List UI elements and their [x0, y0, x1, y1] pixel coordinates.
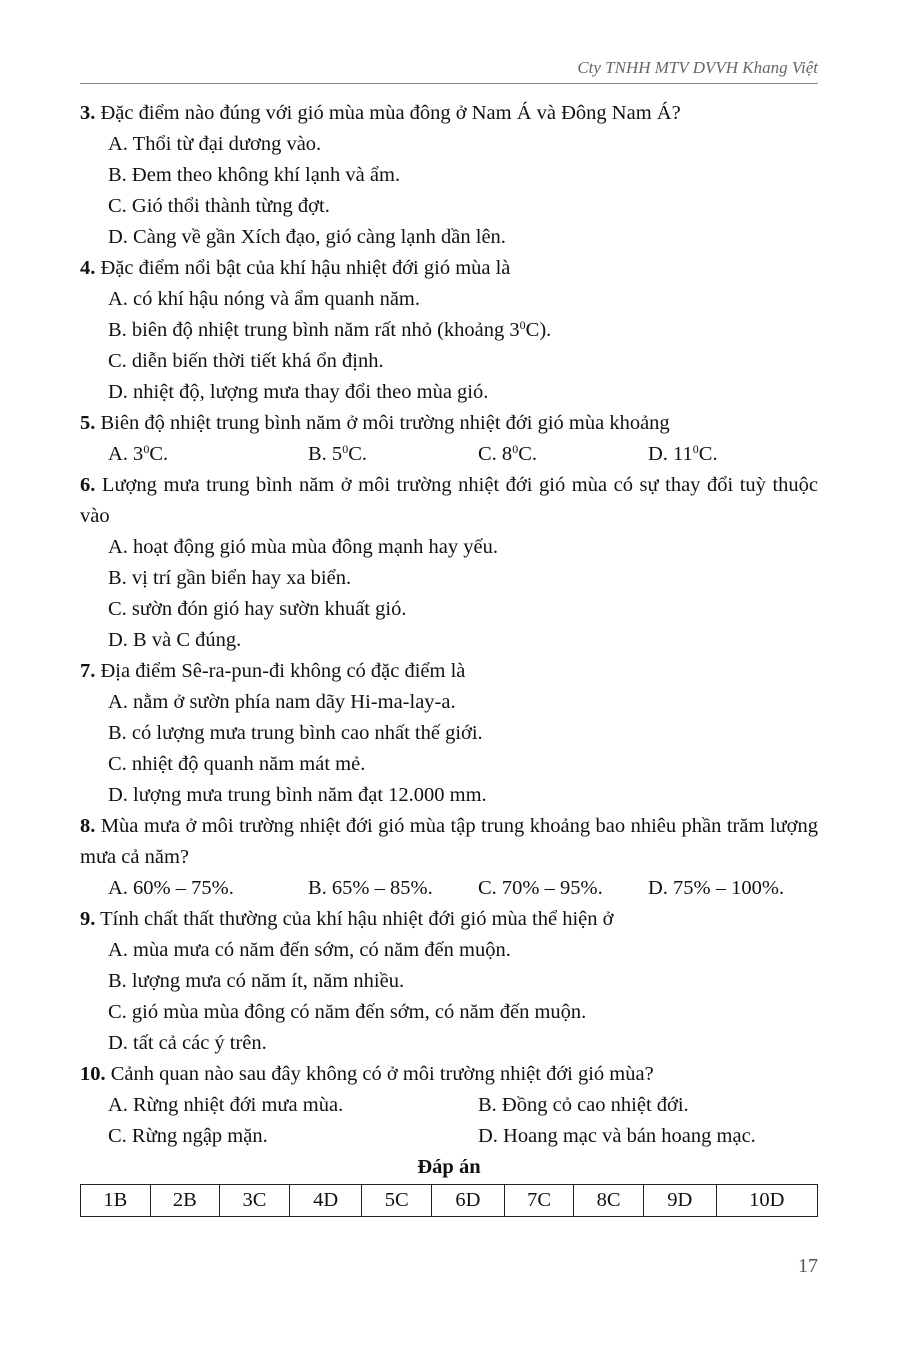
answer-cell: 5C: [362, 1185, 432, 1217]
option-b: B. vị trí gần biển hay xa biển.: [108, 567, 352, 589]
question-text: Biên độ nhiệt trung bình năm ở môi trường nhiệt đới gió mùa khoảng: [100, 412, 670, 434]
question-number: 6.: [80, 474, 96, 496]
answer-cell: 3C: [220, 1185, 290, 1217]
question-6: [80, 470, 818, 656]
answer-key-table: [80, 1184, 818, 1217]
question-number: 7.: [80, 660, 96, 682]
question-number: 5.: [80, 412, 96, 434]
question-number: 3.: [80, 102, 96, 124]
option-d: D. lượng mưa trung bình năm đạt 12.000 mm.: [108, 784, 487, 806]
question-number: 4.: [80, 257, 96, 279]
option-a: A. nằm ở sườn phía nam dãy Hi-ma-lay-a.: [108, 691, 456, 713]
option-a: A. Thổi từ đại dương vào.: [108, 133, 322, 155]
question-text: Cảnh quan nào sau đây không có ở môi trường nhiệt đới gió mùa?: [110, 1063, 654, 1085]
running-header: Cty TNHH MTV DVVH Khang Việt: [577, 58, 818, 77]
option-b: B. lượng mưa có năm ít, năm nhiều.: [108, 970, 405, 992]
option-d: D. Càng về gần Xích đạo, gió càng lạnh dần lên.: [108, 226, 506, 248]
question-text: Lượng mưa trung bình năm ở môi trường nhiệt đới gió mùa có sự thay đổi tuỳ thuộc vào: [80, 474, 818, 527]
question-4: [80, 253, 818, 408]
answer-cell: 8C: [574, 1185, 644, 1217]
option-b: B. $5^0C$.: [308, 442, 367, 465]
option-c: C. nhiệt độ quanh năm mát mẻ.: [108, 753, 366, 775]
option-d: D. nhiệt độ, lượng mưa thay đổi theo mùa gió.: [108, 381, 489, 403]
answer-key-title: Đáp án: [417, 1156, 481, 1178]
question-10: [80, 1059, 818, 1152]
answer-cell: 2B: [150, 1185, 220, 1217]
question-text: Đặc điểm nổi bật của khí hậu nhiệt đới gió mùa là: [100, 257, 511, 279]
option-a: A. hoạt động gió mùa mùa đông mạnh hay yếu.: [108, 536, 499, 558]
option-d: D. B và C đúng.: [108, 629, 242, 651]
answer-cell: 7C: [504, 1185, 574, 1217]
option-d: D. tất cả các ý trên.: [108, 1032, 267, 1054]
option-a: A. mùa mưa có năm đến sớm, có năm đến muộn.: [108, 939, 511, 961]
answer-cell: 9D: [643, 1185, 716, 1217]
question-text: Đặc điểm nào đúng với gió mùa mùa đông ở Nam Á và Đông Nam Á?: [100, 102, 681, 124]
question-list: [80, 98, 818, 1217]
answer-cell: 1B: [81, 1185, 151, 1217]
question-3: [80, 98, 818, 253]
option-c: C. $8^0C$.: [478, 442, 537, 465]
option-c: C. Gió thổi thành từng đợt.: [108, 195, 330, 217]
page-number: 17: [798, 1255, 818, 1277]
question-7: [80, 656, 818, 811]
option-c: C. Rừng ngập mặn.: [108, 1125, 268, 1147]
option-a: A. 60% – 75%.: [108, 877, 234, 899]
option-c: C. sườn đón gió hay sườn khuất gió.: [108, 598, 407, 620]
option-a: A. Rừng nhiệt đới mưa mùa.: [108, 1094, 344, 1116]
option-b: B. biên độ nhiệt trung bình năm rất nhỏ (khoảng $3^0C$).: [108, 318, 552, 341]
answer-cell: 6D: [432, 1185, 505, 1217]
answer-cell: 10D: [716, 1185, 817, 1217]
answer-cell: 4D: [289, 1185, 362, 1217]
option-b: B. 65% – 85%.: [308, 877, 433, 899]
question-number: 9.: [80, 908, 96, 930]
option-d: D. $11^0C$.: [648, 442, 718, 465]
option-c: C. diễn biến thời tiết khá ổn định.: [108, 350, 384, 372]
question-9: [80, 904, 818, 1059]
option-d: D. 75% – 100%.: [648, 877, 785, 899]
question-text: Mùa mưa ở môi trường nhiệt đới gió mùa tập trung khoảng bao nhiêu phần trăm lượng mưa cả năm?: [80, 815, 819, 868]
question-text: Địa điểm Sê-ra-pun-đi không có đặc điểm là: [100, 660, 466, 682]
question-8: [80, 811, 818, 904]
question-5: [80, 408, 818, 470]
header-rule: [80, 83, 818, 84]
option-c: C. gió mùa mùa đông có năm đến sớm, có năm đến muộn.: [108, 1001, 587, 1023]
option-d: D. Hoang mạc và bán hoang mạc.: [478, 1125, 756, 1147]
question-number: 10.: [80, 1063, 106, 1085]
question-text: Tính chất thất thường của khí hậu nhiệt đới gió mùa thể hiện ở: [100, 908, 614, 930]
option-b: B. có lượng mưa trung bình cao nhất thế giới.: [108, 722, 483, 744]
option-b: B. Đem theo không khí lạnh và ẩm.: [108, 164, 401, 186]
option-a: A. có khí hậu nóng và ẩm quanh năm.: [108, 288, 420, 310]
question-number: 8.: [80, 815, 96, 837]
option-a: A. $3^0C$.: [108, 442, 169, 465]
option-c: C. 70% – 95%.: [478, 877, 603, 899]
option-b: B. Đồng cỏ cao nhiệt đới.: [478, 1094, 689, 1116]
